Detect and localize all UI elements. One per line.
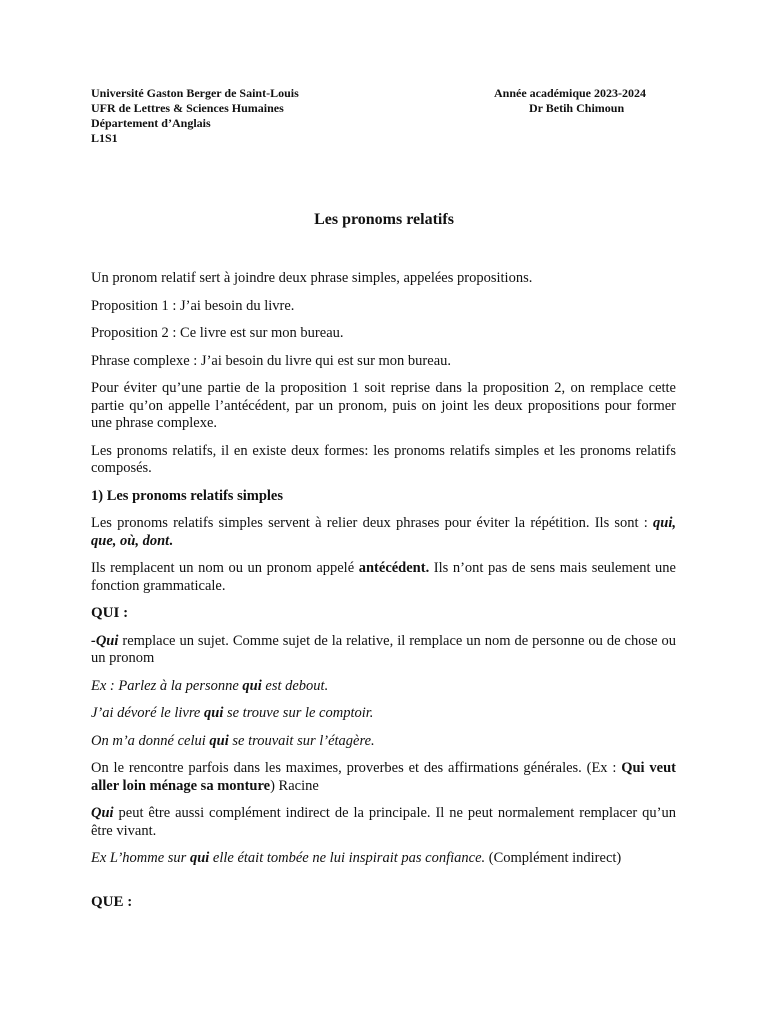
pronoun-list: qui, que, où, dont: [91, 515, 676, 549]
text: Ex : Parlez à la personne: [91, 677, 243, 694]
paragraph-proposition-1: Proposition 1 : J’ai besoin du livre.: [91, 297, 295, 314]
header-right: [494, 86, 646, 116]
paragraph-antecedent: [91, 560, 676, 595]
text: Les pronoms relatifs simples servent à relier deux phrases pour éviter la répétition. Ils sont :: [91, 515, 654, 531]
keyword-qui: Qui: [91, 805, 114, 821]
document-body: [91, 270, 676, 921]
keyword-qui: qui: [209, 732, 229, 749]
paragraph-intro: Un pronom relatif sert à joindre deux phrase simples, appelées propositions.: [91, 270, 533, 286]
text: J’ai dévoré le livre: [91, 705, 204, 721]
text: remplace un sujet. Comme sujet de la relative, il remplace un nom de personne ou de chose ou un pronom: [91, 632, 676, 666]
text: se trouvait sur l’étagère.: [228, 732, 375, 749]
paragraph-complex-sentence: Phrase complexe : J’ai besoin du livre qui est sur mon bureau.: [91, 352, 452, 369]
keyword-qui: qui: [204, 705, 224, 721]
section-heading-simple-pronouns: 1) Les pronoms relatifs simples: [91, 487, 283, 504]
heading-que: QUE :: [91, 893, 133, 910]
keyword-qui: qui: [242, 677, 262, 694]
text: ) Racine: [270, 777, 319, 794]
paragraph-maxims: [91, 760, 676, 795]
text: Ex L’homme sur: [91, 850, 190, 866]
keyword-qui: qui: [189, 850, 210, 866]
header-left: [91, 86, 299, 146]
paragraph-proposition-2: Proposition 2 : Ce livre est sur mon bureau.: [91, 325, 344, 341]
keyword-qui: -Qui: [91, 632, 119, 649]
keyword-antecedent: antécédent.: [358, 560, 430, 576]
header-university: Université Gaston Berger de Saint-Louis: [91, 86, 299, 100]
header-department: Département d’Anglais: [91, 116, 211, 130]
header-level: L1S1: [91, 131, 118, 145]
text: (Complément indirect): [485, 850, 622, 866]
paragraph-simple-pronouns: [91, 515, 676, 550]
paragraph-qui-indirect: [91, 805, 676, 840]
header-ufr: UFR de Lettres & Sciences Humaines: [91, 101, 284, 115]
text: .: [169, 532, 173, 549]
text: Ils remplacent un nom ou un pronom appelé: [91, 560, 359, 576]
paragraph-qui-subject: [91, 633, 676, 668]
text: se trouve sur le comptoir.: [223, 705, 374, 721]
example-1: [91, 678, 676, 696]
text: Ils n’ont pas de sens mais seulement une fonction grammaticale.: [91, 560, 676, 594]
text: elle était tombée ne lui inspirait pas confiance.: [209, 850, 486, 866]
text: peut être aussi complément indirect de la principale. Il ne peut normalement remplacer qu’un être vivant.: [91, 805, 676, 839]
example-4: [91, 850, 676, 868]
heading-qui: QUI :: [91, 605, 129, 621]
header-author: Dr Betih Chimoun: [529, 101, 625, 115]
text: On m’a donné celui: [91, 732, 210, 749]
proverb: Qui veut aller loin ménage sa monture: [91, 760, 676, 794]
paragraph-forms: Les pronoms relatifs, il en existe deux formes: les pronoms relatifs simples et les pronoms relatifs composés.: [91, 442, 676, 476]
example-3: [91, 733, 676, 751]
text: On le rencontre parfois dans les maximes, proverbes et des affirmations générales. (Ex :: [91, 760, 622, 776]
document-title: Les pronoms relatifs: [314, 211, 454, 228]
text: est debout.: [261, 677, 329, 694]
header-academic-year: Année académique 2023-2024: [494, 86, 646, 100]
example-2: [91, 705, 676, 723]
paragraph-explanation: Pour éviter qu’une partie de la proposition 1 soit reprise dans la proposition 2, on remplace cette partie qu’on appelle l’antécédent, par un pronom, puis on joint les deux propositions pour former une phrase complexe.: [91, 380, 676, 431]
